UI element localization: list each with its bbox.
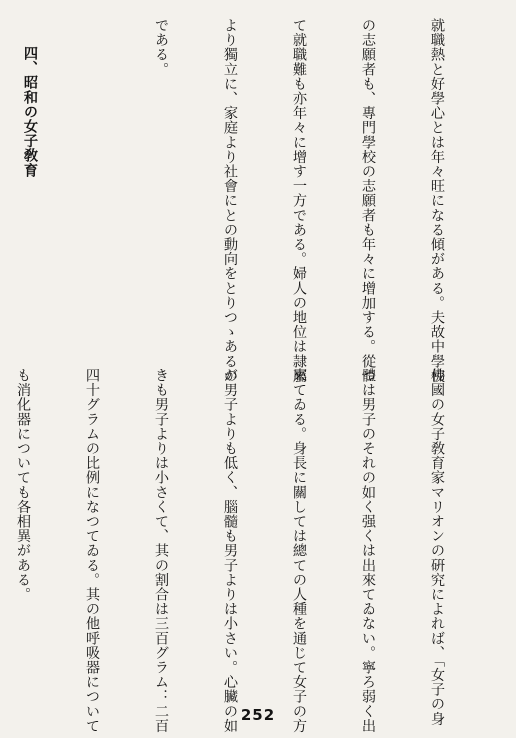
section-heading: 四、昭和の女子敎育 [22, 46, 38, 178]
text-line: 佛國の女子敎育家マリオンの硏究によれば、「女子の身 [429, 368, 445, 726]
text-line: も消化器についても各相異がある。 [15, 368, 31, 602]
page-number: 252 [240, 706, 276, 724]
text-line: 就職熱と好學心とは年々旺になる傾がある。夫故中學校 [429, 18, 445, 383]
text-line: 來てゐる。身長に關しては總ての人種を通じて女子の方 [291, 368, 307, 733]
text-line: である。 [153, 18, 169, 77]
text-line: 四十グラムの比例になつてゐる。其の他呼吸器について [84, 368, 100, 733]
text-line: の志願者も、專門學校の志願者も年々に增加する。從つ [360, 18, 376, 383]
text-line: 體は男子のそれの如く强くは出來てゐない。寧ろ弱く出 [360, 368, 376, 733]
text-line: が男子よりも低く、腦髓も男子よりは小さい。心臟の如 [222, 368, 238, 733]
text-line: て就職難も亦年々に增す一方である。婦人の地位は隷屬 [291, 18, 307, 383]
text-line: より獨立に、家庭より社會にとの動向をとりつゝあるの [222, 18, 238, 383]
spacer [87, 18, 103, 350]
text-line: きも男子よりは小さくて、其の割合は三百グラム：二百 [153, 368, 169, 733]
upper-text-block [22, 18, 494, 383]
